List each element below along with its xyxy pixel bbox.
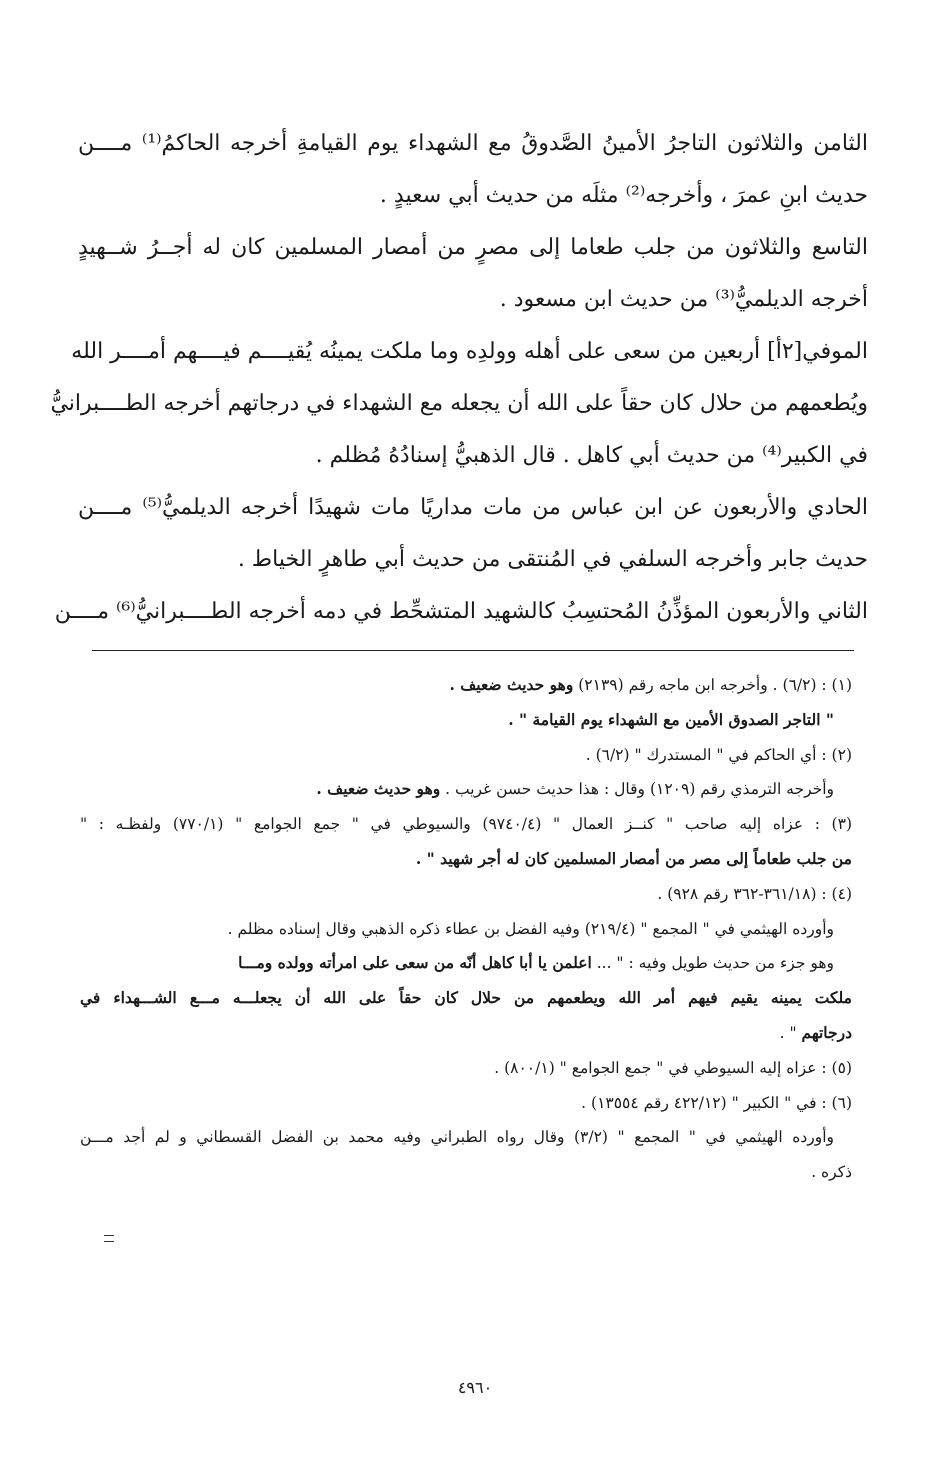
text-line: حديث ابنِ عمرَ ، وأخرجه⁽²⁾ مثلَه من حديث أبي سعيدٍ . — [379, 183, 868, 208]
footnote-quote: " التاجر الصدوق الأمين مع الشهداء يوم القيامة " . — [508, 709, 834, 729]
footnote-text: (١) : (٦/٢) . وأخرجه ابن ماجه رقم (٢١٣٩) — [573, 676, 852, 694]
footnote-6-detail: وأورده الهيثمي في " المجمع " (٣/٢) وقال رواه الطبراني وفيه محمد بن الفضل القسطاني و لم أجد مـــن — [80, 1128, 834, 1147]
footnote-3: (٣) : عزاه إليه صاحب " كنــز العمال " (٩٧٤٠/٤) والسيوطي في " جمع الجوامع " (٧٧٠/١) ولفظـه : " — [80, 815, 852, 834]
footnote-3-quote: من جلب طعاماً إلى مصر من أمصار المسلمين كان له أجر شهيد " . — [415, 848, 852, 868]
footnote-1 — [80, 668, 852, 703]
end-mark — [104, 1235, 114, 1242]
footnote-text: " . — [779, 1023, 802, 1042]
text-line: الحادي والأربعون عن ابن عباس من مات مداريًا مات شهيدًا أخرجه الديلميُّ⁽⁵⁾ مــــن — [78, 495, 868, 520]
text-line: حديث جابر وأخرجه السلفي في المُنتقى من حديث أبي طاهرٍ الخياط . — [237, 547, 868, 572]
footnote-bold-text: درجاتهم — [801, 1022, 852, 1042]
text-line: أخرجه الديلميُّ⁽³⁾ من حديث ابن مسعود . — [499, 287, 868, 312]
footnote-4-quote-end — [80, 1016, 852, 1051]
text-line: الثامن والثلاثون التاجرُ الأمينُ الصَّدوقُ مع الشهداء يوم القيامةِ أخرجه الحاكمُ⁽¹⁾ مــــن — [78, 131, 868, 156]
main-text — [50, 118, 868, 638]
footnote-5: (٥) : عزاه إليه السيوطي في " جمع الجوامع " (٨٠٠/١) . — [494, 1058, 852, 1077]
text-line: الثاني والأربعون المؤذِّنُ المُحتسِبُ كالشهيد المتشحِّط في دمه أخرجه الطــــبرانيُّ⁽⁶⁾ مــــن — [54, 599, 868, 624]
footnote-2: (٢) : أي الحاكم في " المستدرك " (٦/٢) . — [585, 745, 852, 764]
text-line: ويُطعمهم من حلال كان حقاً على الله أن يجعله مع الشهداء في درجاتهم أخرجه الطــــبرانيُّ — [50, 391, 868, 416]
footnote-4-quote-middle: ملكت يمينه يقيم فيهم أمر الله ويطعمهم من حلال كان حقاً على الله أن يجعلـــه مـــع الشـــهداء في — [80, 988, 852, 1008]
footnotes — [80, 668, 852, 1190]
text-line: التاسع والثلاثون من جلب طعاما إلى مصرٍ من أمصار المسلمين كان له أجــرُ شــهيدٍ — [78, 235, 868, 260]
footnote-bold-text: وهو حديث ضعيف . — [449, 675, 574, 694]
footnote-6-end: ذكره . — [811, 1163, 852, 1182]
footnote-4-quote-start — [80, 946, 852, 981]
page-number: ٤٩٦٠ — [457, 1378, 493, 1397]
footnote-6: (٦) : في " الكبير " (٤٢٢/١٢ رقم ١٣٥٥٤) . — [581, 1093, 852, 1112]
footnote-4-detail: وأورده الهيثمي في " المجمع " (٢١٩/٤) وفيه الفضل بن عطاء ذكره الذهبي وقال إسناده مظلم . — [227, 919, 834, 938]
footnote-bold-text: وهو حديث ضعيف . — [316, 779, 441, 799]
footnote-bold-text: اعلمن يا أبا كاهل أنّه من سعى على امرأته وولده ومـــا — [238, 953, 592, 973]
footnote-text: وهو جزء من حديث طويل وفيه : " ... — [591, 954, 834, 973]
footnote-text: وأخرجه الترمذي رقم (١٢٠٩) وقال : هذا حديث حسن غريب . — [440, 780, 834, 799]
text-line: الموفي[٢أ] أربعين من سعى على أهله وولدِه وما ملكت يمينُه يُقيــــم فيــــهم أمــــر الله — [71, 339, 868, 364]
footnote-4: (٤) : (٣٦١/١٨-٣٦٢ رقم ٩٢٨) . — [657, 884, 852, 903]
footnote-separator — [92, 650, 854, 651]
footnote-2-detail — [80, 772, 852, 807]
text-line: في الكبير⁽⁴⁾ من حديث أبي كاهل . قال الذهبيُّ إسنادُهُ مُظلم . — [315, 443, 868, 468]
